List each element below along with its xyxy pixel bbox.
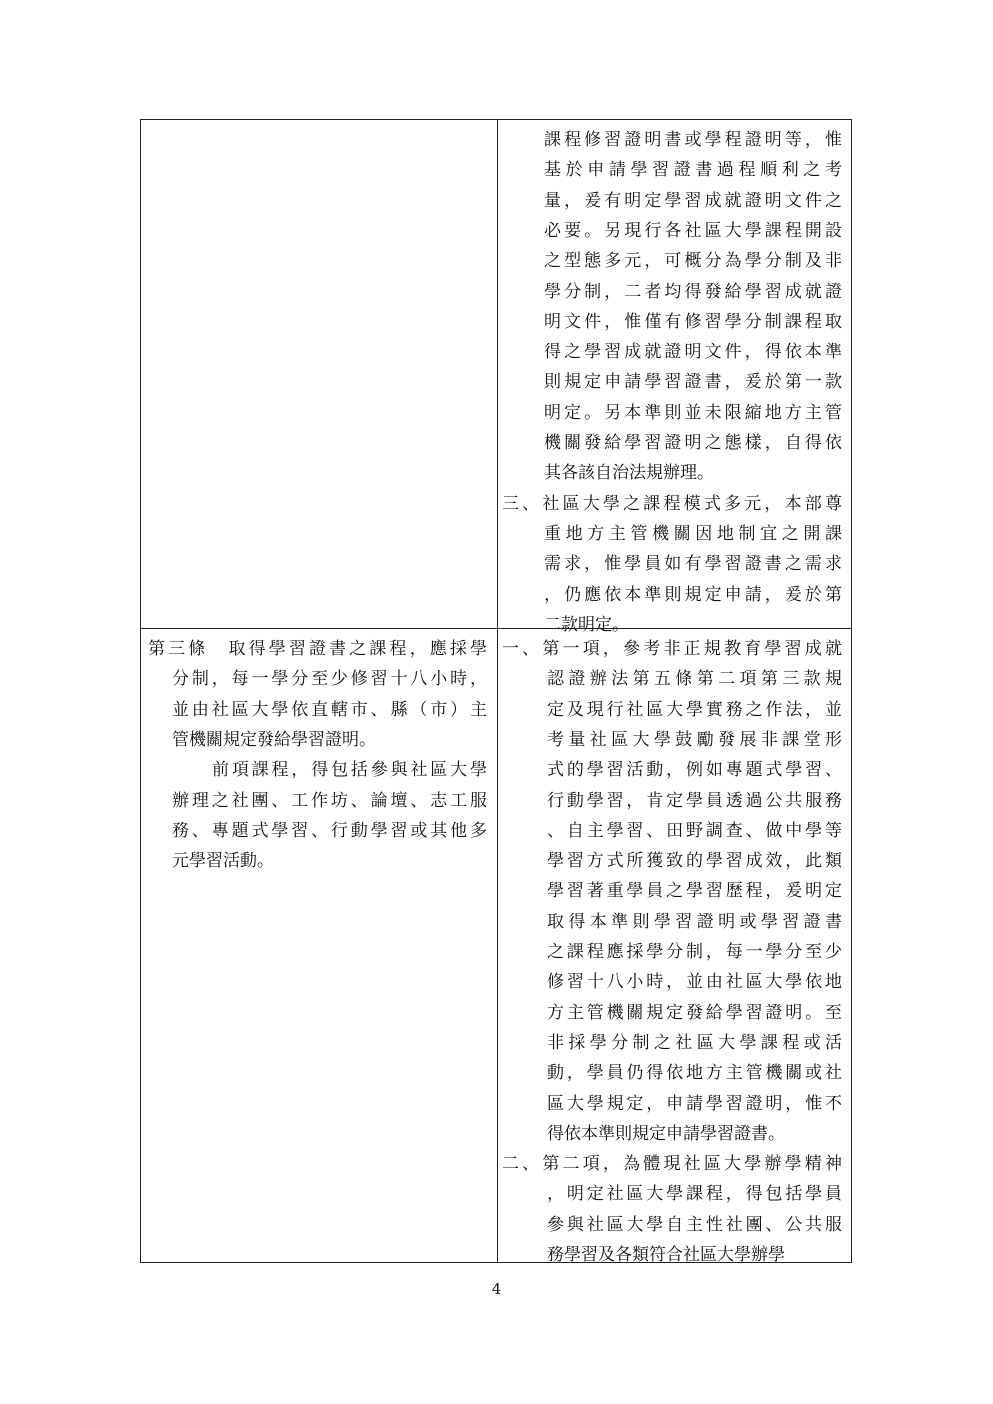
right-bottom-line: 方主管機關規定發給學習證明。至	[547, 1002, 842, 1023]
right-top-line: ，仍應依本準則規定申請，爰於第	[544, 584, 842, 605]
right-top-line: 機關發給學習證明之態樣，自得依	[544, 433, 842, 453]
left-bottom-line: 前項課程，得包括參與社區大學	[212, 760, 487, 781]
right-bottom-line: 務學習及各類符合社區大學辦學	[547, 1245, 785, 1265]
right-top-line: 明定。另本準則並未限縮地方主管	[544, 402, 842, 423]
right-top-line: 需求，惟學員如有學習證書之需求	[544, 554, 842, 575]
right-bottom-line: 學習著重學員之學習歷程，爰明定	[547, 881, 842, 902]
left-bottom-line: 元學習活動。	[172, 851, 274, 872]
right-bottom-line: 得依本準則規定申請學習證書。	[547, 1123, 785, 1144]
right-bottom-line: 認證辦法第五條第二項第三款規	[547, 669, 842, 690]
left-bottom-line: 務、專題式學習、行動學習或其他多	[172, 820, 487, 841]
left-bottom-line: 第三條 取得學習證書之課程，應採學	[148, 639, 487, 659]
right-top-line: 必要。另現行各社區大學課程開設	[544, 220, 842, 241]
right-bottom-line: 行動學習，肯定學員透過公共服務	[547, 790, 842, 811]
right-top-line: 則規定申請學習證書，爰於第一款	[544, 372, 842, 393]
right-bottom-line: ，明定社區大學課程，得包括學員	[547, 1184, 842, 1205]
right-bottom-line: 之課程應採學分制，每一學分至少	[547, 942, 842, 962]
right-top-line: 二款明定。	[544, 614, 629, 635]
right-bottom-line: 、自主學習、田野調查、做中學等	[547, 820, 842, 841]
left-bottom-line: 辦理之社團、工作坊、論壇、志工服	[172, 790, 487, 811]
right-bottom-line: 二、第二項，為體現社區大學辦學精神	[502, 1154, 842, 1175]
page-number: 4	[491, 1280, 502, 1298]
right-top-line: 明文件，惟僅有修習學分制課程取	[544, 311, 842, 332]
left-bottom-line: 管機關規定發給學習證明。	[172, 729, 376, 750]
right-top-line: 得之學習成就證明文件，得依本準	[544, 342, 842, 363]
right-top-line: 課程修習證明書或學程證明等，惟	[544, 130, 842, 150]
right-bottom-line: 區大學規定，申請學習證明，惟不	[547, 1093, 842, 1114]
right-bottom-line: 式的學習活動，例如專題式學習、	[547, 760, 842, 781]
right-bottom-line: 定及現行社區大學實務之作法，並	[547, 699, 842, 720]
right-bottom-line: 非採學分制之社區大學課程或活	[547, 1032, 842, 1053]
right-bottom-line: 考量社區大學鼓勵發展非課堂形	[547, 729, 842, 750]
right-top-line: 之型態多元，可概分為學分制及非	[544, 251, 842, 272]
right-bottom-line: 動，學員仍得依地方主管機關或社	[547, 1063, 842, 1084]
right-bottom-line: 學習方式所獲致的學習成效，此類	[547, 851, 842, 872]
right-top-line: 三、社區大學之課程模式多元，本部尊	[502, 493, 842, 514]
left-bottom-line: 分制，每一學分至少修習十八小時，	[172, 669, 487, 690]
left-bottom-line: 並由社區大學依直轄市、縣（市）主	[172, 699, 487, 720]
right-bottom-line: 參與社區大學自主性社團、公共服	[547, 1214, 842, 1235]
right-top-line: 量，爰有明定學習成就證明文件之	[544, 190, 842, 211]
right-bottom-line: 一、第一項，參考非正規教育學習成就	[502, 639, 842, 659]
right-top-line: 學分制，二者均得發給學習成就證	[544, 281, 842, 302]
right-top-line: 基於申請學習證書過程順利之考	[544, 160, 842, 181]
right-bottom-line: 取得本準則學習證明或學習證書	[547, 911, 842, 932]
right-top-line: 其各該自治法規辦理。	[544, 463, 714, 484]
right-bottom-line: 修習十八小時，並由社區大學依地	[547, 972, 842, 993]
right-top-line: 重地方主管機關因地制宜之開課	[544, 523, 842, 544]
column-divider	[497, 120, 498, 1262]
